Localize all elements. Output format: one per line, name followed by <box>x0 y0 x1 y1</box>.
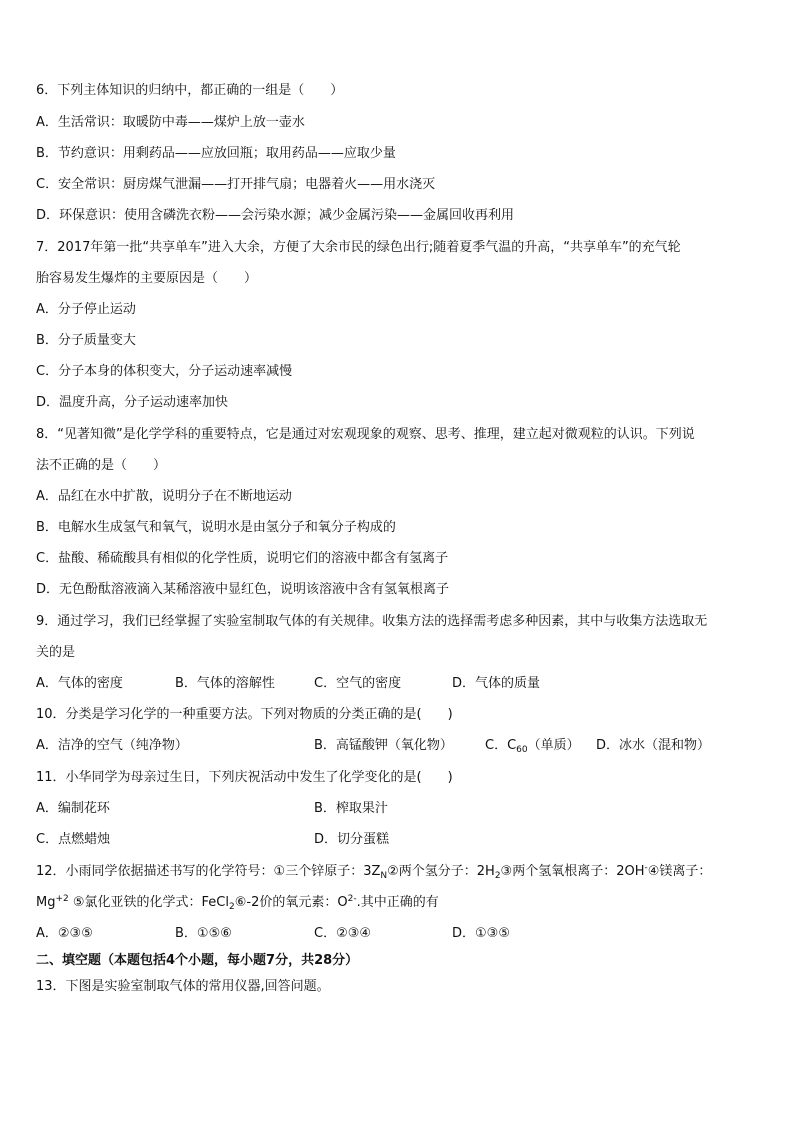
q7-option-c: C．分子本身的体积变大，分子运动速率减慢 <box>36 364 293 379</box>
q7-option-a: A．分子停止运动 <box>36 302 136 317</box>
q6-option-c: C．安全常识：厨房煤气泄漏——打开排气扇；电器着火——用水浇灭 <box>36 177 436 192</box>
q12-stem-line1: 12．小雨同学依据描述书写的化学符号：①三个锌原子：$3Z_N②$两个氢分子：$2H_2③$两个氢氧根离子：2OH-④镁离子： <box>36 863 712 881</box>
q12-option-d: D．①③⑤ <box>452 926 510 941</box>
q11-option-a: A．编制花环 <box>36 801 110 816</box>
q9-option-c: C．空气的密度 <box>314 676 402 691</box>
q8-stem-line1: 8．“见著知微”是化学学科的重要特点，它是通过对宏观现象的观察、思考、推理，建立起对微观粒的认识。下列说 <box>36 427 695 442</box>
q8-option-c: C．盐酸、稀硫酸具有相似的化学性质，说明它们的溶液中都含有氢离子 <box>36 551 449 566</box>
q6-stem: 6．下列主体知识的归纳中，都正确的一组是（ ） <box>36 83 344 98</box>
q7-stem-line1: 7．2017年第一批“共享单车”进入大余，方便了大余市民的绿色出行;随着夏季气温的升高，“共享单车”的充气轮 <box>36 240 681 255</box>
q9-option-b: B．气体的溶解性 <box>175 676 275 691</box>
q9-option-a: A．气体的密度 <box>36 676 123 691</box>
q10-option-b: B．高锰酸钾（氧化物） <box>314 738 453 753</box>
q10-option-d: D．冰水（混和物） <box>596 738 711 753</box>
q10-option-c: C．$C_{60}$（单质） <box>485 738 580 755</box>
q6-option-d: D．环保意识：使用含磷洗衣粉——会污染水源；减少金属污染——金属回收再利用 <box>36 208 515 223</box>
q7-stem-line2: 胎容易发生爆炸的主要原因是（ ） <box>36 271 258 286</box>
q11-option-b: B．榨取果汁 <box>314 801 388 816</box>
q6-option-a: A．生活常识：取暖防中毒——煤炉上放一壶水 <box>36 115 305 130</box>
q8-option-b: B．电解水生成氢气和氧气，说明水是由氢分子和氧分子构成的 <box>36 520 396 535</box>
q11-option-d: D．切分蛋糕 <box>314 832 390 847</box>
q7-option-b: B．分子质量变大 <box>36 333 136 348</box>
q9-stem-line1: 9．通过学习，我们已经掌握了实验室制取气体的有关规律。收集方法的选择需考虑多种因素，其中与收集方法选取无 <box>36 614 708 629</box>
q8-stem-line2: 法不正确的是（ ） <box>36 458 167 473</box>
q7-option-d: D．温度升高，分子运动速率加快 <box>36 395 229 410</box>
q10-stem: 10．分类是学习化学的一种重要方法。下列对物质的分类正确的是( ) <box>36 707 453 722</box>
q9-option-d: D．气体的质量 <box>452 676 541 691</box>
q11-option-c: C．点燃蜡烛 <box>36 832 111 847</box>
q11-stem: 11．小华同学为母亲过生日，下列庆祝活动中发生了化学变化的是( ) <box>36 770 453 785</box>
section-heading-fill-in: 二、填空题（本题包括4个小题，每小题7分，共28分） <box>36 953 359 968</box>
q12-option-b: B．①⑤⑥ <box>175 926 232 941</box>
q10-option-a: A．洁净的空气（纯净物） <box>36 738 188 753</box>
q8-option-a: A．品红在水中扩散，说明分子在不断地运动 <box>36 489 292 504</box>
q13-stem: 13．下图是实验室制取气体的常用仪器,回答问题。 <box>36 979 330 994</box>
q12-option-a: A．②③⑤ <box>36 926 93 941</box>
q12-option-c: C．②③④ <box>314 926 372 941</box>
q6-option-b: B．节约意识：用剩药品——应放回瓶；取用药品——应取少量 <box>36 146 396 161</box>
q8-option-d: D．无色酚酞溶液滴入某稀溶液中显红色，说明该溶液中含有氢氧根离子 <box>36 582 450 597</box>
q9-stem-line2: 关的是 <box>36 645 76 660</box>
q12-stem-line2: $Mg^{+2}$ ⑤氯化亚铁的化学式：FeCl$_2$⑥-2价的氧元素：$O^{2-}$.其中正确的有 <box>36 894 439 912</box>
